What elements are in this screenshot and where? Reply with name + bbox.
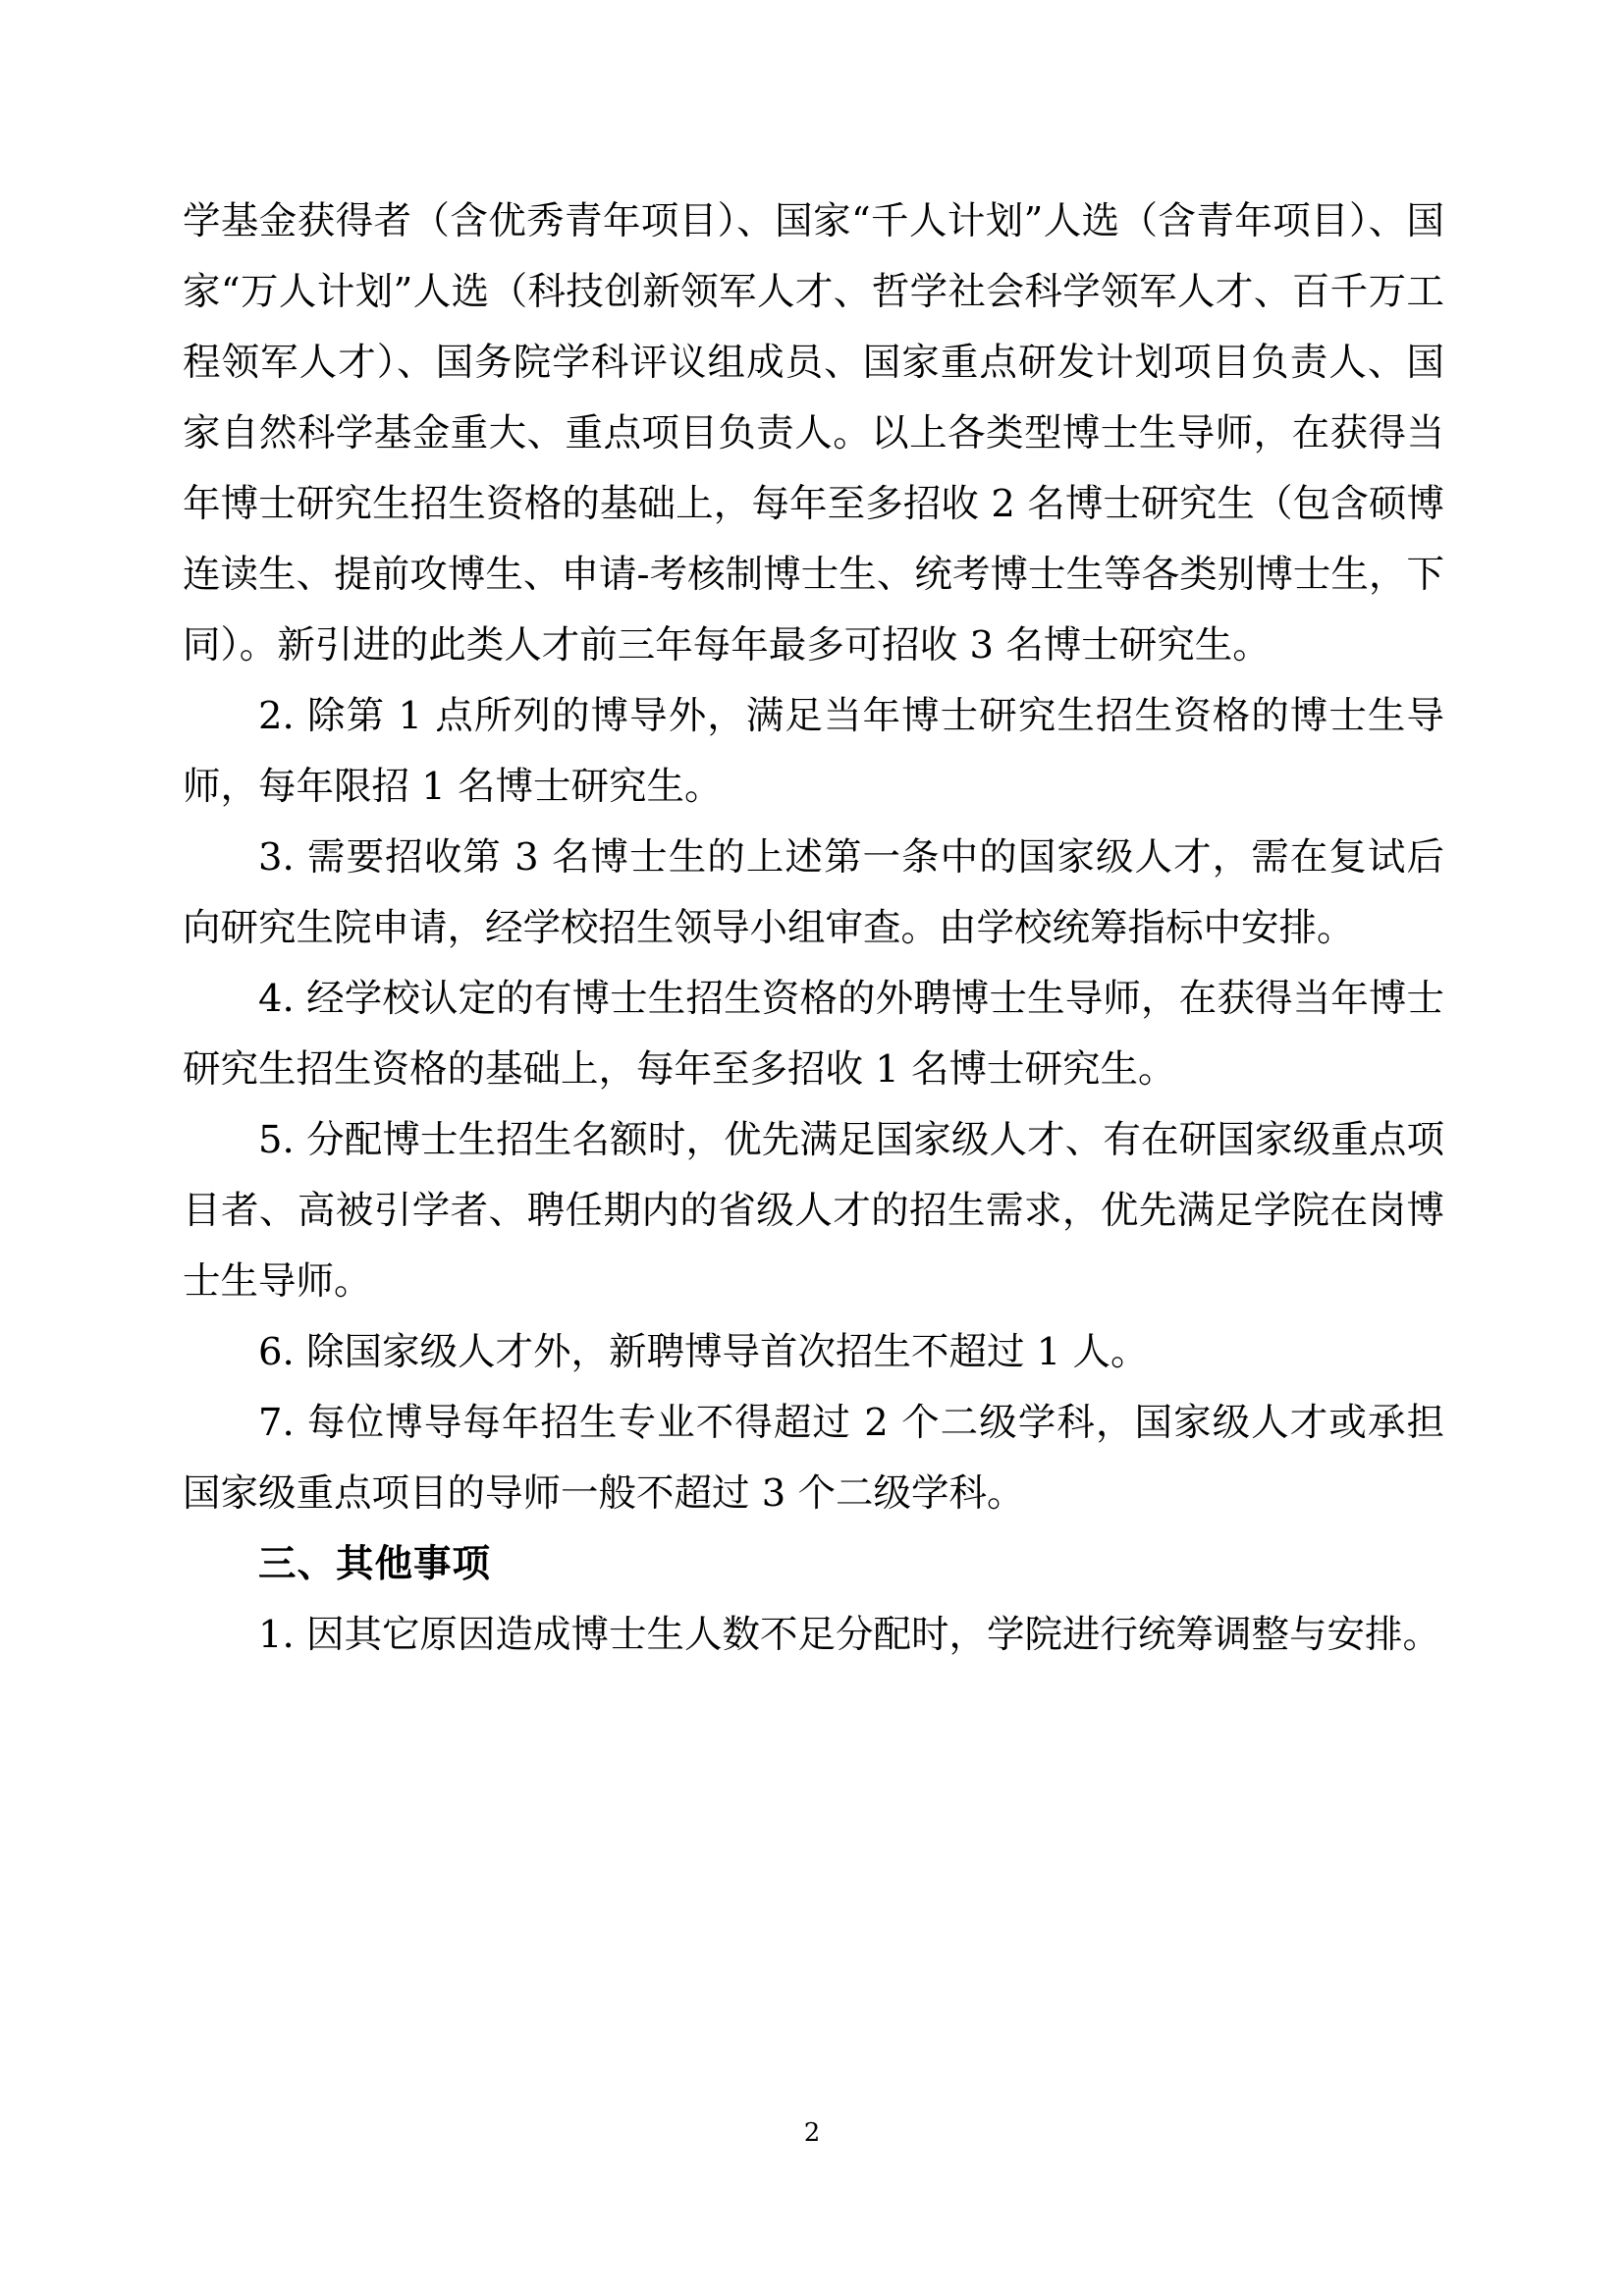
page-number: 2: [803, 2118, 821, 2148]
list-item-7: 7. 每位博导每年招生专业不得超过 2 个二级学科，国家级人才或承担国家级重点项目的导师一般不超过 3 个二级学科。: [183, 1401, 1444, 1516]
page-content: [183, 187, 1444, 1671]
list-item-2: 2. 除第 1 点所列的博导外，满足当年博士研究生招生资格的博士生导师，每年限招 1 名博士研究生。: [183, 694, 1444, 809]
list-item-4: 4. 经学校认定的有博士生招生资格的外聘博士生导师，在获得当年博士研究生招生资格的基础上，每年至多招收 1 名博士研究生。: [183, 977, 1444, 1092]
list-item-3: 3. 需要招收第 3 名博士生的上述第一条中的国家级人才，需在复试后向研究生院申请，经学校招生领导小组审查。由学校统筹指标中安排。: [183, 835, 1444, 950]
list-item-6: 6. 除国家级人才外，新聘博导首次招生不超过 1 人。: [258, 1330, 1149, 1374]
continuation-paragraph: 学基金获得者（含优秀青年项目）、国家“千人计划”人选（含青年项目）、国家“万人计划”人选（科技创新领军人才、哲学社会科学领军人才、百千万工程领军人才）、国务院学科评议组成员、国家重点研发计划项目负责人、国家自然科学基金重大、重点项目负责人。以上各类型博士生导师，在获得当年博士研究生招生资格的基础上，每年至多招收 2 名博士研究生（包含硕博连读生、提前攻博生、申请-考核制博士生、统考博士生等各类别博士生，下同）。新引进的此类人才前三年每年最多可招收 3 名博士研究生。: [183, 199, 1444, 667]
section-three-item-1: 1. 因其它原因造成博士生人数不足分配时，学院进行统筹调整与安排。: [258, 1613, 1440, 1657]
section-heading-three: 三、其他事项: [258, 1542, 492, 1586]
list-item-5: 5. 分配博士生招生名额时，优先满足国家级人才、有在研国家级重点项目者、高被引学者、聘任期内的省级人才的招生需求，优先满足学院在岗博士生导师。: [183, 1118, 1444, 1304]
